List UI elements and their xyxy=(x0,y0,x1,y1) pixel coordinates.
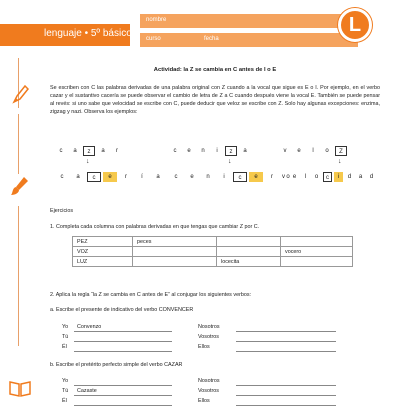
conjugation-input[interactable]: Cazaste xyxy=(74,388,172,396)
letter-cell: i xyxy=(216,148,218,154)
conjugation-input[interactable] xyxy=(236,344,336,352)
pronoun-label: Yo xyxy=(62,378,69,384)
worksheet-header xyxy=(0,0,400,50)
curso-label: curso xyxy=(146,36,161,42)
letter-cell: c xyxy=(174,174,178,180)
derived-word-cell[interactable] xyxy=(217,237,281,247)
pronoun-label: Nosotros xyxy=(198,324,220,330)
letter-cell: a xyxy=(243,148,247,154)
letter-cell: r xyxy=(271,174,273,180)
letter-cell: z xyxy=(83,146,95,156)
letter-cell: e xyxy=(249,172,263,182)
conjugation-input[interactable] xyxy=(236,378,336,386)
conjugation-input[interactable] xyxy=(74,334,172,342)
exercises-heading: Ejercicios xyxy=(50,208,74,214)
letter-cell: e xyxy=(187,148,191,154)
table-row xyxy=(73,257,353,267)
letter-cell: a xyxy=(76,174,80,180)
letter-cell: c xyxy=(173,148,177,154)
table-row xyxy=(73,247,353,257)
conjugation-input[interactable] xyxy=(236,324,336,332)
name-field[interactable] xyxy=(140,14,358,28)
derived-word-cell[interactable]: vocero xyxy=(281,247,353,257)
letter-cell: i xyxy=(334,172,343,182)
pronoun-label: Tú xyxy=(62,334,69,340)
pronoun-label: Tú xyxy=(62,388,69,394)
base-word-cell: LUZ xyxy=(73,257,133,267)
badge-letter: L xyxy=(348,14,362,36)
derived-word-cell[interactable] xyxy=(281,237,353,247)
conjugation-input[interactable]: Convenzo xyxy=(74,324,172,332)
conjugation-input[interactable] xyxy=(74,344,172,352)
letter-cell: c xyxy=(60,174,64,180)
letter-cell: d xyxy=(347,174,352,180)
table-row xyxy=(73,237,353,247)
subject-badge xyxy=(338,8,372,42)
letter-cell: n xyxy=(206,174,210,180)
conjugation-input[interactable] xyxy=(236,388,336,396)
letter-cell: e xyxy=(103,172,117,182)
letter-cell: v xyxy=(283,148,287,154)
letter-cell: o xyxy=(325,148,329,154)
derived-word-cell[interactable] xyxy=(133,247,217,257)
pronoun-label: Ellos xyxy=(198,344,210,350)
letter-cell: e xyxy=(297,148,301,154)
example-base-word xyxy=(55,146,123,156)
derived-word-cell[interactable] xyxy=(281,257,353,267)
conjugation-input[interactable] xyxy=(236,398,336,406)
letter-cell: o xyxy=(286,174,290,180)
letter-cell: e xyxy=(292,174,297,180)
pronoun-label: Nosotros xyxy=(198,378,220,384)
question-2b: b. Escribe el pretérito perfecto simple del verbo CAZAR xyxy=(50,362,183,368)
example-derived-word xyxy=(55,172,165,182)
letter-cell: a xyxy=(156,174,160,180)
derived-word-cell[interactable] xyxy=(133,257,217,267)
question-2: 2. Aplica la regla “la Z se cambia en C antes de E” al conjugar los siguientes verbos: xyxy=(50,292,252,298)
example-base-word xyxy=(169,146,251,156)
fecha-label: fecha xyxy=(204,36,219,42)
derived-word-cell[interactable] xyxy=(217,247,281,257)
activity-section xyxy=(50,66,380,116)
conjugation-input[interactable] xyxy=(74,378,172,386)
letter-cell: l xyxy=(304,174,307,180)
letter-cell: v xyxy=(282,174,285,180)
pronoun-label: Vosotros xyxy=(198,334,219,340)
pronoun-label: Vosotros xyxy=(198,388,219,394)
question-1: 1. Completa cada columna con palabras derivadas en que tengas que cambiar Z por C. xyxy=(50,224,260,230)
letter-cell: í xyxy=(141,174,143,180)
letter-cell: e xyxy=(190,174,194,180)
letter-cell: c xyxy=(233,172,247,182)
letter-cell: c xyxy=(323,172,332,182)
letter-cell: c xyxy=(87,172,101,182)
pronoun-label: Yo xyxy=(62,324,69,330)
example-derived-word xyxy=(279,172,376,182)
base-word-cell: PEZ xyxy=(73,237,133,247)
letter-cell: o xyxy=(314,174,319,180)
examples-panel xyxy=(55,146,375,196)
derived-word-cell[interactable]: peces xyxy=(133,237,217,247)
pencil-icon xyxy=(8,82,32,106)
letter-cell: a xyxy=(358,174,363,180)
base-word-cell: VOZ xyxy=(73,247,133,257)
letter-cell: d xyxy=(369,174,374,180)
down-arrow-icon: ↓ xyxy=(86,158,90,165)
letter-cell: a xyxy=(101,148,105,154)
open-book-icon xyxy=(8,376,32,400)
name-label: nombre xyxy=(146,17,167,23)
letter-cell: n xyxy=(201,148,205,154)
letter-cell: r xyxy=(125,174,127,180)
letter-cell: i xyxy=(223,174,225,180)
derived-words-table xyxy=(72,236,353,267)
subject-label: lenguaje • 5º básico xyxy=(44,28,132,39)
pronoun-label: Ellos xyxy=(198,398,210,404)
example-derived-word xyxy=(169,172,295,182)
letter-cell: l xyxy=(312,148,314,154)
paintbrush-icon xyxy=(8,174,32,198)
conjugation-input[interactable] xyxy=(236,334,336,342)
down-arrow-icon: ↓ xyxy=(338,158,342,165)
letter-cell: a xyxy=(73,148,77,154)
pronoun-label: Él xyxy=(62,398,67,404)
letter-cell: Z xyxy=(335,146,347,156)
activity-title: Actividad: la Z se cambia en C antes de I o E xyxy=(153,67,277,73)
conjugation-input[interactable] xyxy=(74,398,172,406)
left-rail xyxy=(6,50,34,400)
letter-cell: z xyxy=(225,146,237,156)
down-arrow-icon: ↓ xyxy=(228,158,232,165)
example-base-word xyxy=(279,146,347,156)
letter-cell: c xyxy=(59,148,63,154)
letter-cell: r xyxy=(116,148,118,154)
rail-divider xyxy=(18,114,19,174)
pronoun-label: Él xyxy=(62,344,67,350)
activity-intro: Se escriben con C las palabras derivadas de una palabra original con Z cuando a la vocal que sigue es E o I. Por ejemplo, en el verbo cazar y el sustantivo cacería se puede observar el cambio de letra de Z a C cuando después viene la vocal E. También se puede pensar al revés: si uno sabe que velocidad se escribe con C, puede deducir que veloz se escribe con Z. Solo hay algunas excepciones: enzima, zigzag y nazi. Observa los ejemplos: xyxy=(50,85,380,115)
derived-word-cell[interactable]: locecita xyxy=(217,257,281,267)
question-2a: a. Escribe el presente de indicativo del verbo CONVENCER xyxy=(50,307,194,313)
curso-field[interactable] xyxy=(140,33,358,47)
rail-divider xyxy=(18,206,19,346)
